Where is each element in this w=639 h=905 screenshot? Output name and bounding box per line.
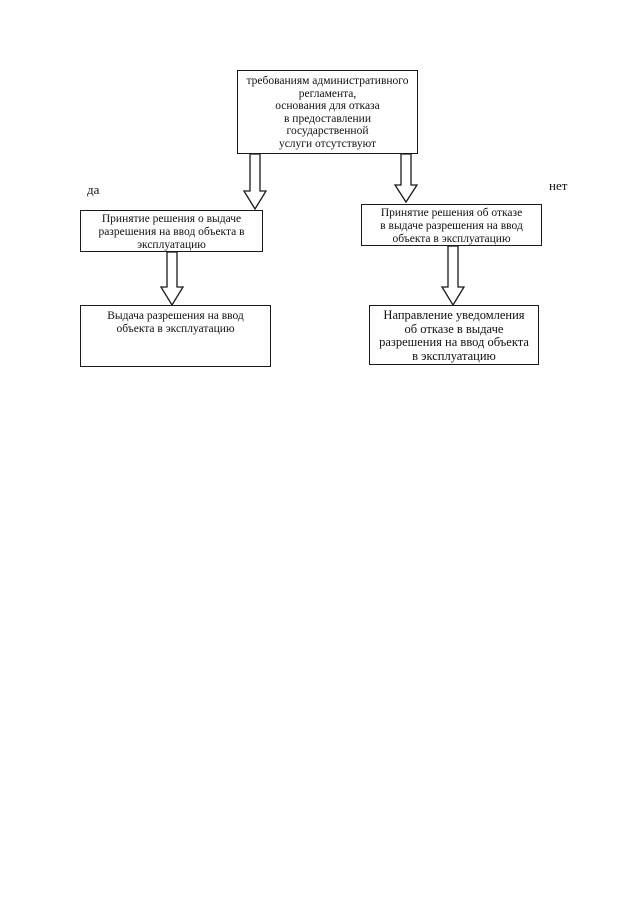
- condition-line-2: регламента,: [298, 87, 357, 100]
- yes-decision-line-3: эксплуатацию: [137, 239, 206, 251]
- yes-branch-label: да: [87, 182, 100, 197]
- no-result-line-3: разрешения на ввод объекта: [379, 335, 529, 349]
- no-branch-label: нет: [549, 178, 568, 193]
- no-result-box: [369, 305, 539, 365]
- condition-line-5: государственной: [286, 125, 369, 138]
- condition-line-3: основания для отказа: [275, 100, 380, 113]
- yes-decision-line-1: Принятие решения о выдаче: [101, 213, 242, 225]
- condition-line-4: в предоставлении: [283, 112, 371, 125]
- yes-decision-box: [80, 210, 263, 252]
- condition-box: [237, 70, 418, 154]
- arrow-to-yes-result: [160, 252, 184, 306]
- condition-line-6: услуги отсутствуют: [278, 137, 377, 150]
- no-decision-box: [361, 204, 542, 246]
- arrow-to-no-decision: [394, 154, 418, 204]
- no-decision-line-2: в выдаче разрешения на ввод: [380, 220, 523, 232]
- condition-line-1: требованиям административного: [246, 75, 409, 87]
- no-result-line-1: Направление уведомления: [383, 308, 525, 322]
- no-decision-line-1: Принятие решения об отказе: [380, 207, 523, 219]
- no-result-line-4: в эксплуатацию: [412, 348, 496, 363]
- yes-result-box: [80, 305, 271, 367]
- yes-result-line-2: объекта в эксплуатацию: [116, 323, 235, 335]
- no-result-line-2: об отказе в выдаче: [404, 321, 504, 336]
- yes-result-line-1: Выдача разрешения на ввод: [107, 310, 244, 322]
- no-decision-line-3: объекта в эксплуатацию: [392, 233, 511, 245]
- yes-decision-line-2: разрешения на ввод объекта в: [98, 226, 245, 238]
- arrow-to-yes-decision: [243, 154, 267, 210]
- arrow-to-no-result: [441, 246, 465, 306]
